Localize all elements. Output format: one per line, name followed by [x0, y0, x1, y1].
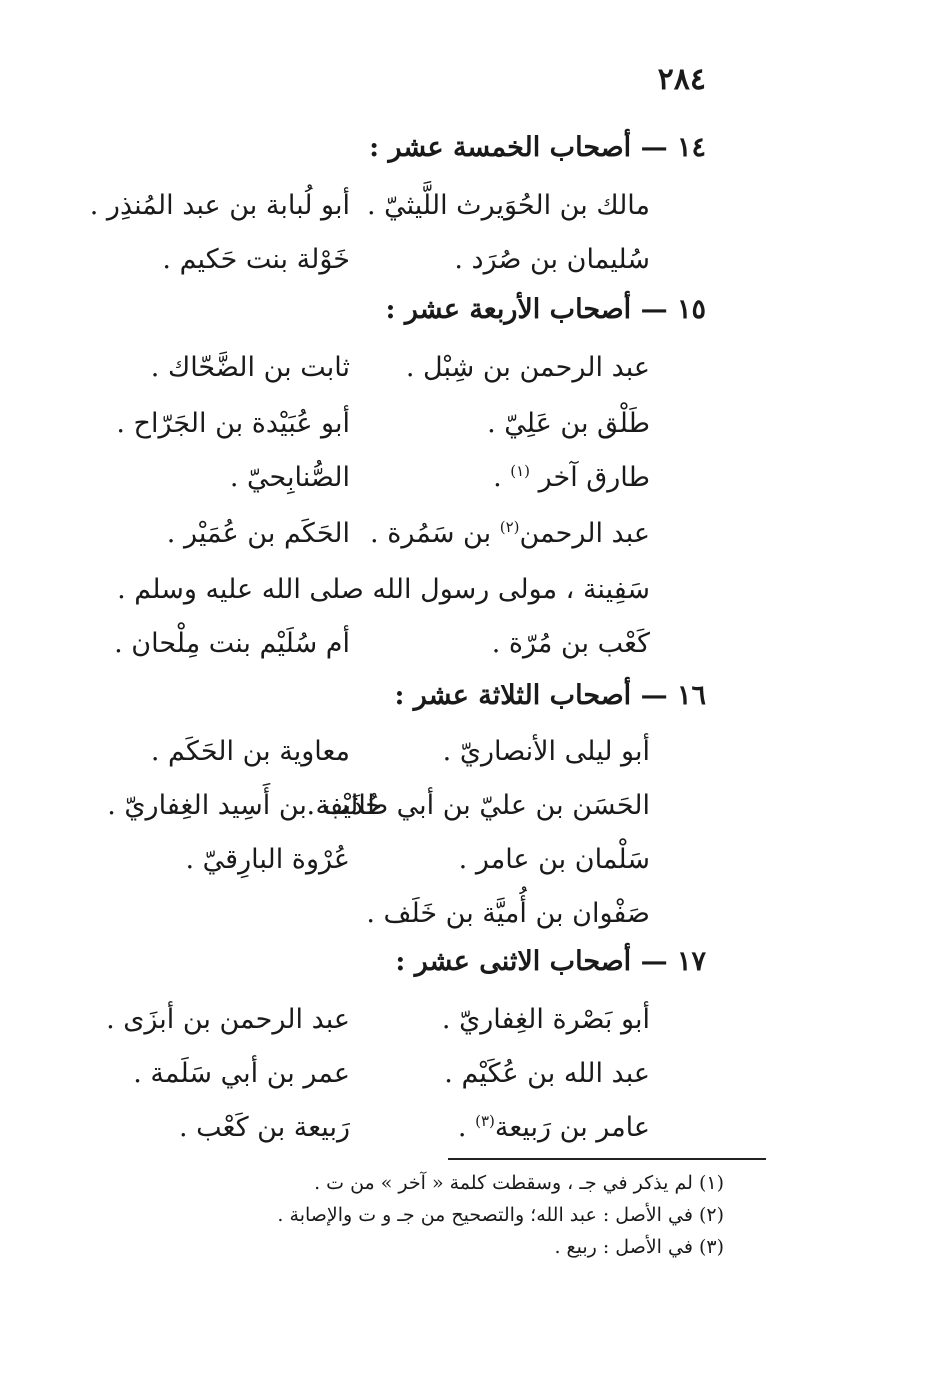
entry-row	[90, 408, 650, 454]
entry-suffix: .	[457, 1112, 467, 1143]
entry-name: حُذَيْفة بن أَسِيد الغِفاريّ .	[107, 790, 382, 821]
entry-name: الحَسَن بن عليّ بن أبي طالب .	[306, 790, 650, 821]
section-heading-15: ١٥ — أصحاب الأربعة عشر :	[385, 294, 706, 325]
entry-name: عبد الله بن عُكَيْم .	[444, 1058, 650, 1089]
entry-row	[90, 574, 650, 620]
footnote-divider	[448, 1158, 766, 1160]
footnote-marker: (١)	[510, 462, 531, 480]
entry-with-note	[493, 462, 650, 493]
entry-name: عبد الرحمن بن شِبْل .	[405, 352, 650, 383]
section-heading-16: ١٦ — أصحاب الثلاثة عشر :	[394, 680, 706, 711]
footnote-3: (٣) في الأصل : ربيع .	[554, 1236, 724, 1258]
entry-name: الحَكَم بن عُمَيْر .	[166, 518, 350, 549]
entry-name: عبد الرحمن	[519, 518, 650, 549]
entry-name: كَعْب بن مُرّة .	[491, 628, 650, 659]
entry-name: صَفْوان بن أُميَّة بن خَلَف .	[366, 898, 650, 929]
entry-row	[90, 790, 650, 836]
entry-row	[90, 190, 650, 236]
entry-with-note	[370, 518, 650, 549]
entry-row	[90, 518, 650, 564]
entry-name: أبو ليلى الأنصاريّ .	[442, 736, 650, 767]
entry-row	[90, 1058, 650, 1104]
entry-name: سَفِينة ، مولى رسول الله صلى الله عليه وسلم .	[117, 574, 650, 605]
entry-name: رَبيعة بن كَعْب .	[179, 1112, 350, 1143]
entry-name: عامر بن رَبيعة	[494, 1112, 650, 1143]
entry-row	[90, 352, 650, 398]
entry-row	[90, 898, 650, 944]
entry-name: معاوية بن الحَكَم .	[150, 736, 350, 767]
entry-row	[90, 844, 650, 890]
entry-suffix: بن سَمُرة .	[370, 518, 492, 549]
entry-name: سُليمان بن صُرَد .	[454, 244, 650, 275]
entry-name: الصُّنابِحيّ .	[229, 462, 350, 493]
entry-with-note	[458, 1112, 650, 1143]
entry-name: عُرْوة البارِقيّ .	[185, 844, 350, 875]
entry-row	[90, 244, 650, 290]
section-heading-14: ١٤ — أصحاب الخمسة عشر :	[369, 132, 706, 163]
entry-name: ثابت بن الضَّحّاك .	[150, 352, 350, 383]
entry-row	[90, 1112, 650, 1158]
footnote-marker: (٣)	[475, 1112, 495, 1130]
entry-suffix: .	[493, 462, 502, 493]
footnote-marker: (٢)	[499, 518, 520, 536]
entry-name: أبو عُبَيْدة بن الجَرّاح .	[116, 408, 350, 439]
entry-row	[90, 1004, 650, 1050]
entry-name: مالك بن الحُوَيرث اللَّيثيّ .	[366, 190, 650, 221]
entry-row	[90, 462, 650, 508]
footnote-1: (١) لم يذكر في جـ ، وسقطت كلمة « آخر » من ت .	[314, 1172, 724, 1194]
entry-name: أم سُلَيْم بنت مِلْحان .	[114, 628, 350, 659]
footnote-2: (٢) في الأصل : عبد الله؛ والتصحيح من جـ و ت والإصابة .	[277, 1204, 724, 1226]
entry-name: طارق آخر	[538, 462, 650, 493]
section-heading-17: ١٧ — أصحاب الاثنى عشر :	[395, 946, 706, 977]
entry-row	[90, 736, 650, 782]
entry-name: عبد الرحمن بن أبزَى .	[106, 1004, 350, 1035]
page-number: ٢٨٤	[657, 62, 706, 97]
entry-name: أبو بَصْرة الغِفاريّ .	[441, 1004, 650, 1035]
entry-name: أبو لُبابة بن عبد المُنذِر .	[89, 190, 350, 221]
entry-name: سَلْمان بن عامر .	[458, 844, 650, 875]
entry-name: طَلْق بن عَلِيّ .	[487, 408, 650, 439]
entry-name: خَوْلة بنت حَكيم .	[162, 244, 350, 275]
entry-row	[90, 628, 650, 674]
entry-name: عمر بن أبي سَلَمة .	[133, 1058, 350, 1089]
